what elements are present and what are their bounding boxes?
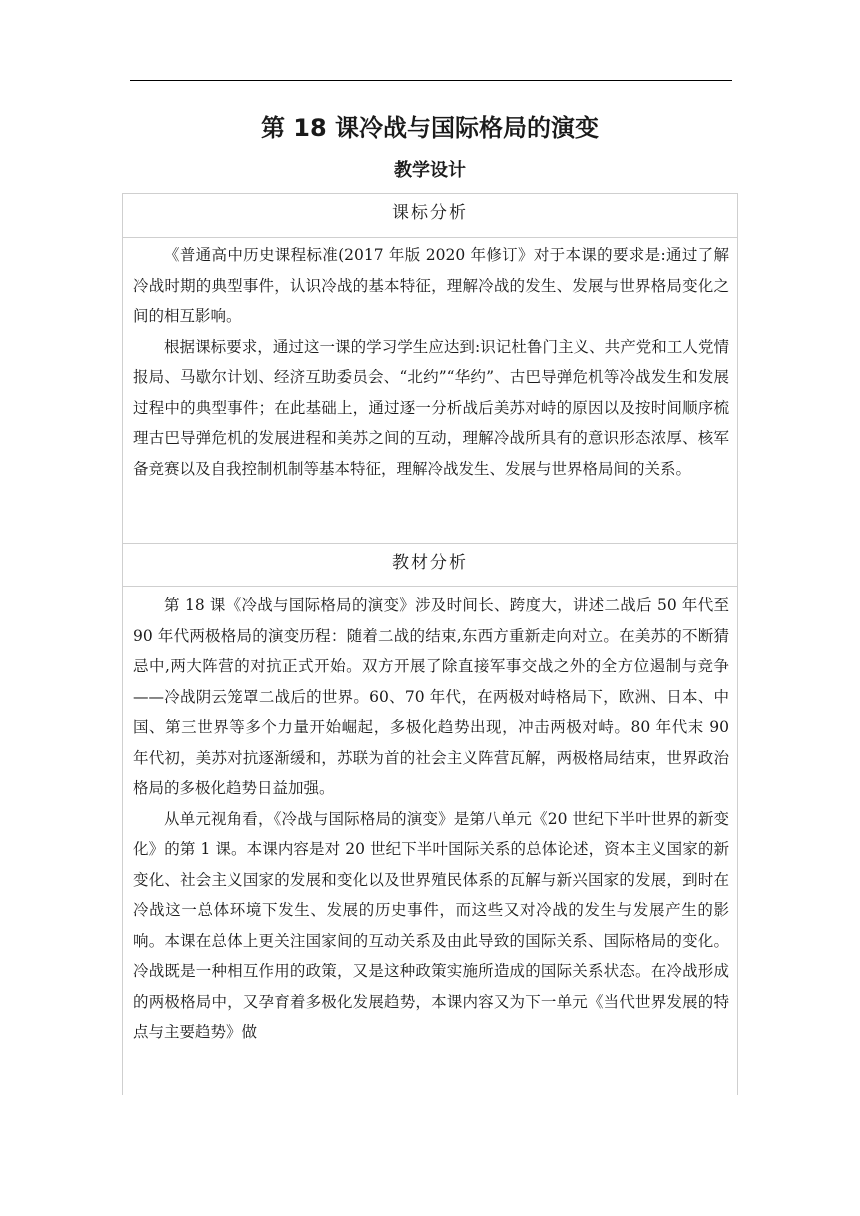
document-subtitle: 教学设计 — [394, 160, 466, 181]
paragraph: 第 18 课《冷战与国际格局的演变》涉及时间长、跨度大，讲述二战后 50 年代至 90 年代两极格局的演变历程：随着二战的结束,东西方重新走向对立。在美苏的不断猜忌中,两大阵营的对抗正式开始。双方开展了除直接军事交战之外的全方位遏制与竞争——冷战阴云笼罩二战后的世界。60、70 年代，在两极对峙格局下，欧洲、日本、中国、第三世界等多个力量开始崛起，多极化趋势出现，冲击两极对峙。80 年代末 90 年代初，美苏对抗逐渐缓和，苏联为首的社会主义阵营瓦解，两极格局结束，世界政治格局的多极化趋势日益加强。 — [133, 596, 729, 797]
paragraph: 从单元视角看，《冷战与国际格局的演变》是第八单元《20 世纪下半叶世界的新变化》的第 1 课。本课内容是对 20 世纪下半叶国际关系的总体论述，资本主义国家的新变化、社会主义国家的发展和变化以及世界殖民体系的瓦解与新兴国家的发展，到时在冷战这一总体环境下发生、发展的历史事件，而这些又对冷战的发生与发展产生的影响。本课在总体上更关注国家间的互动关系及由此导致的国际关系、国际格局的变化。冷战既是一种相互作用的政策，又是这种政策实施所造成的国际关系状态。在冷战形成的两极格局中，又孕育着多极化发展趋势，本课内容又为下一单元《当代世界发展的特点与主要趋势》做 — [133, 809, 729, 1041]
section-body-textbook — [133, 590, 729, 1048]
design-table — [122, 193, 738, 1095]
header-rule — [130, 80, 732, 81]
document-title: 第 18 课冷战与国际格局的演变 — [260, 114, 600, 142]
paragraph: 根据课标要求，通过这一课的学习学生应达到:识记杜鲁门主义、共产党和工人党情报局、马歇尔计划、经济互助委员会、“北约”“华约”、古巴导弹危机等冷战发生和发展过程中的典型事件；在此基础上，通过逐一分析战后美苏对峙的原因以及按时间顺序梳理古巴导弹危机的发展进程和美苏之间的互动，理解冷战所具有的意识形态浓厚、核军备竞赛以及自我控制机制等基本特征，理解冷战发生、发展与世界格局间的关系。 — [133, 337, 729, 478]
section-heading-curriculum: 课标分析 — [123, 194, 737, 238]
section-body-curriculum — [133, 240, 729, 484]
section-heading-textbook: 教材分析 — [123, 543, 737, 587]
paragraph: 《普通高中历史课程标准(2017 年版 2020 年修订》对于本课的要求是:通过了解冷战时期的典型事件，认识冷战的基本特征，理解冷战的发生、发展与世界格局变化之间的相互影响。 — [133, 246, 729, 325]
